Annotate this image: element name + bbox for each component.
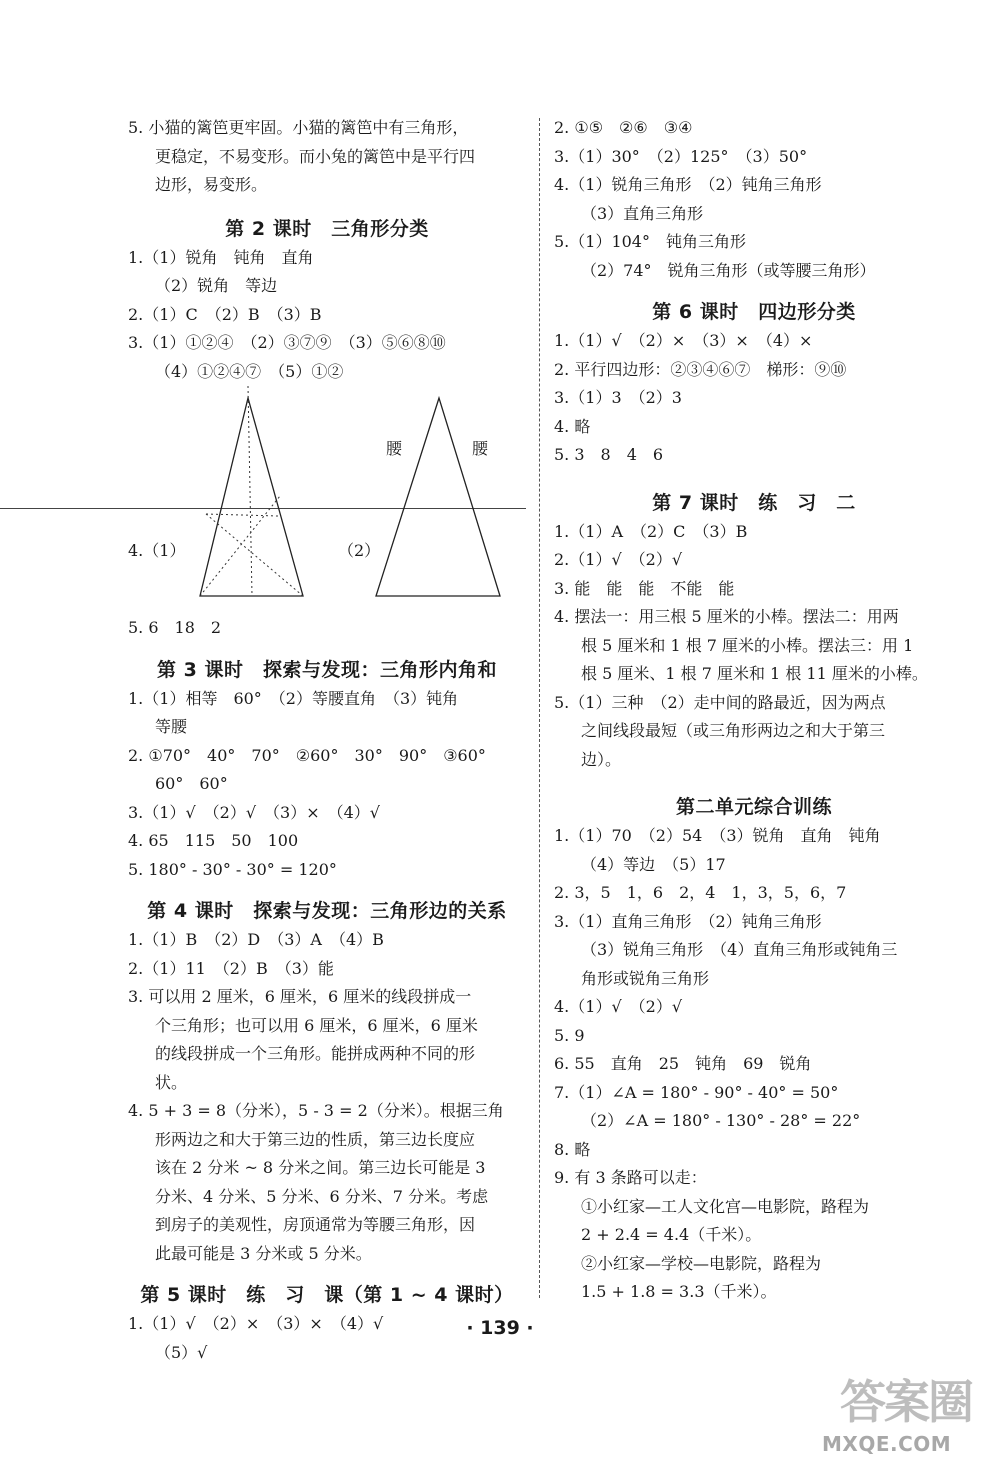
q4-label: 4.（1） bbox=[128, 541, 186, 560]
top-line: （3）直角三角形 bbox=[581, 203, 704, 223]
lesson7-line: 之间线段最短（或三角形两边之和大于第三 bbox=[581, 721, 886, 740]
lesson4-line: 形两边之和大于第三边的性质，第三边长度应 bbox=[155, 1129, 476, 1149]
top-line: 3.（1）30° （2）125° （3）50° bbox=[554, 146, 808, 166]
lesson3-line: 2. ①70° 40° 70° ②60° 30° 90° ③60° bbox=[128, 745, 486, 765]
lesson4-title: 第 4 课时 探索与发现：三角形边的关系 bbox=[147, 900, 507, 922]
lesson3-line: 4. 65 115 50 100 bbox=[128, 831, 299, 850]
top-line: 2. ①⑤ ②⑥ ③④ bbox=[554, 118, 693, 137]
lesson3-title: 第 3 课时 探索与发现：三角形内角和 bbox=[157, 658, 497, 681]
lesson5-line: （5）√ bbox=[155, 1342, 208, 1362]
unit2-line: ②小红家—学校—电影院，路程为 bbox=[581, 1253, 822, 1273]
unit2-line: 角形或锐角三角形 bbox=[581, 968, 710, 988]
q5-intro-line1: 5. 小猫的篱笆更牢固。小猫的篱笆中有三角形， bbox=[128, 118, 469, 137]
unit2-line: 6. 55 直角 25 钝角 69 锐角 bbox=[554, 1054, 812, 1073]
unit2-line: 2. 3，5 1，6 2，4 1，3，5，6，7 bbox=[554, 883, 847, 902]
lesson7-line: 4. 摆法一：用三根 5 厘米的小棒。摆法二：用两 bbox=[554, 607, 899, 626]
lesson3-line: 5. 180° - 30° - 30° = 120° bbox=[128, 859, 337, 879]
lesson7-line: 根 5 厘米和 1 根 7 厘米的小棒。摆法三：用 1 bbox=[581, 635, 914, 655]
lesson4-line: 状。 bbox=[155, 1072, 188, 1092]
lesson4-line: 4. 5 + 3 = 8（分米），5 - 3 = 2（分米）。根据三角 bbox=[128, 1101, 504, 1120]
unit2-line: （3）锐角三角形 （4）直角三角形或钝角三 bbox=[581, 940, 898, 959]
q5-intro-line2: 更稳定，不易变形。而小兔的篱笆中是平行四 bbox=[155, 146, 476, 166]
column-divider bbox=[539, 118, 540, 1298]
triangle-diagram bbox=[128, 386, 526, 614]
lesson6-line: 2. 平行四边形：②③④⑥⑦ 梯形：⑨⑩ bbox=[554, 359, 847, 379]
lesson4-line: 该在 2 分米 ~ 8 分米之间。第三边长可能是 3 bbox=[155, 1158, 486, 1177]
lesson2-q5: 5. 6 18 2 bbox=[128, 618, 222, 637]
top-line: （2）74° 锐角三角形（或等腰三角形） bbox=[581, 260, 876, 280]
lesson2-line: （2）锐角 等边 bbox=[155, 276, 278, 295]
lesson3-line: 等腰 bbox=[155, 717, 188, 736]
lesson7-line: 根 5 厘米、1 根 7 厘米和 1 根 11 厘米的小棒。 bbox=[581, 664, 928, 683]
lesson6-line: 4. 略 bbox=[554, 416, 591, 436]
unit2-line: ①小红家—工人文化宫—电影院，路程为 bbox=[581, 1196, 870, 1216]
lesson4-line: 分米、4 分米、5 分米、6 分米、7 分米。考虑 bbox=[155, 1186, 489, 1206]
unit2-line: 9. 有 3 条路可以走： bbox=[554, 1168, 707, 1187]
triangle-figures bbox=[128, 386, 526, 614]
lesson3-line: 1.（1）相等 60° （2）等腰直角 （3）钝角 bbox=[128, 688, 459, 708]
lesson3-line: 60° 60° bbox=[155, 774, 228, 793]
unit2-title: 第二单元综合训练 bbox=[675, 796, 832, 818]
watermark-logo: 答案圈 bbox=[840, 1375, 972, 1429]
left-column bbox=[128, 114, 526, 1367]
unit2-line: 1.（1）70 （2）54 （3）锐角 直角 钝角 bbox=[554, 826, 881, 845]
lesson6-line: 1.（1）√ （2）× （3）× （4）× bbox=[554, 331, 813, 350]
lesson6-line: 3.（1）3 （2）3 bbox=[554, 388, 682, 407]
lesson2-line: 2.（1）C （2）B （3）B bbox=[128, 304, 322, 324]
lesson2-line: （4）①②④⑦ （5）①② bbox=[155, 361, 344, 381]
unit2-line: 5. 9 bbox=[554, 1025, 585, 1045]
q4-label2: （2） bbox=[338, 541, 381, 560]
lesson5-line: 1.（1）√ （2）× （3）× （4）√ bbox=[128, 1314, 384, 1333]
unit2-line: 2 + 2.4 = 4.4（千米）。 bbox=[581, 1225, 762, 1244]
unit2-line: 7.（1）∠A = 180° - 90° - 40° = 50° bbox=[554, 1082, 839, 1102]
lesson6-title: 第 6 课时 四边形分类 bbox=[652, 301, 856, 323]
lesson7-title: 第 7 课时 练 习 二 bbox=[652, 491, 856, 514]
lesson2-title: 第 2 课时 三角形分类 bbox=[225, 217, 429, 240]
lesson2-line: 3.（1）①②④ （2）③⑦⑨ （3）⑤⑥⑧⑩ bbox=[128, 333, 446, 352]
q5-intro-line3: 边形，易变形。 bbox=[155, 175, 268, 194]
watermark-url: MXQE.COM bbox=[822, 1432, 952, 1456]
lesson4-line: 到房子的美观性，房顶通常为等腰三角形，因 bbox=[155, 1215, 476, 1234]
lesson7-line: 边）。 bbox=[581, 749, 622, 769]
lesson2-line: 1.（1）锐角 钝角 直角 bbox=[128, 247, 314, 267]
lesson7-line: 1.（1）A （2）C （3）B bbox=[554, 521, 748, 541]
lesson5-title: 第 5 课时 练 习 课（第 1 ~ 4 课时） bbox=[140, 1284, 514, 1306]
isosceles-triangle bbox=[376, 398, 500, 596]
lesson7-line: 3. 能 能 能 不能 能 bbox=[554, 578, 735, 598]
top-line: 4.（1）锐角三角形 （2）钝角三角形 bbox=[554, 175, 822, 194]
unit2-line: （4）等边 （5）17 bbox=[581, 854, 726, 874]
lesson4-line: 个三角形；也可以用 6 厘米，6 厘米，6 厘米 bbox=[155, 1015, 478, 1035]
right-column bbox=[554, 114, 954, 1307]
lesson6-line: 5. 3 8 4 6 bbox=[554, 445, 664, 464]
lesson4-line: 1.（1）B （2）D （3）A （4）B bbox=[128, 930, 384, 949]
unit2-line: 3.（1）直角三角形 （2）钝角三角形 bbox=[554, 911, 822, 931]
lesson3-line: 3.（1）√ （2）√ （3）× （4）√ bbox=[128, 802, 380, 822]
unit2-line: 8. 略 bbox=[554, 1139, 591, 1159]
lesson4-line: 2.（1）11 （2）B （3）能 bbox=[128, 958, 334, 978]
lesson4-line: 3. 可以用 2 厘米，6 厘米，6 厘米的线段拼成一 bbox=[128, 987, 472, 1006]
yao-right-label: 腰 bbox=[472, 439, 489, 458]
median-dotted-lines bbox=[200, 386, 303, 596]
unit2-line: （2）∠A = 180° - 130° - 28° = 22° bbox=[581, 1111, 861, 1130]
lesson7-line: 5.（1）三种 （2）走中间的路最近，因为两点 bbox=[554, 692, 886, 712]
lesson4-line: 此最可能是 3 分米或 5 分米。 bbox=[155, 1243, 372, 1263]
lesson7-line: 2.（1）√ （2）√ bbox=[554, 550, 683, 569]
yao-left-label: 腰 bbox=[386, 439, 403, 458]
unit2-line: 1.5 + 1.8 = 3.3（千米）。 bbox=[581, 1282, 777, 1301]
lesson4-line: 的线段拼成一个三角形。能拼成两种不同的形 bbox=[155, 1044, 476, 1063]
unit2-line: 4.（1）√ （2）√ bbox=[554, 997, 683, 1016]
page-number: · 139 · bbox=[466, 1317, 534, 1339]
top-line: 5.（1）104° 钝角三角形 bbox=[554, 232, 746, 251]
